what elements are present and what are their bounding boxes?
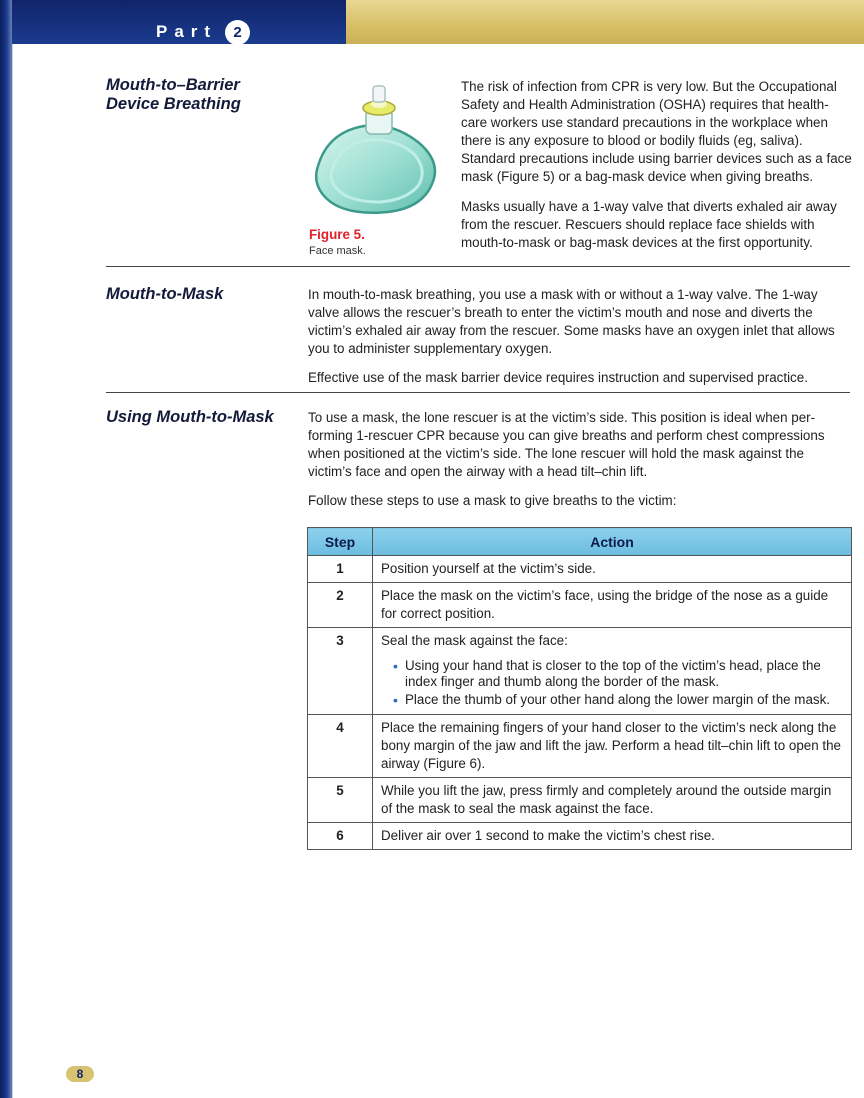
step-action: While you lift the jaw, press firmly and completely around the outside margin of the mask to seal the mask against the face. xyxy=(373,778,852,823)
table-header-step: Step xyxy=(308,528,373,556)
paragraph: In mouth-to-mask breathing, you use a mask with or without a 1-way valve. The 1-way valve allows the rescuer’s breath to enter the victim’s mouth and nose and diverts the victim’s exhaled air away from the rescuer. Some masks have an oxygen inlet that allows you to administer supplementary oxygen. xyxy=(308,287,835,356)
table-row xyxy=(308,583,852,628)
paragraph: The risk of infection from CPR is very low. But the Occupational Safety and Health Administration (OSHA) requires that health-care workers use standard precautions in the workplace when there is any exposure to blood or bodily fluids (eg, saliva). Standard precautions include using barrier devices such as a face mask (Figure 5) or a bag-mask device when giving breaths. xyxy=(461,79,852,184)
section-title-using: Using Mouth-to-Mask xyxy=(106,408,274,426)
section-title-mask: Mouth-to-Mask xyxy=(106,285,224,303)
step-number: 5 xyxy=(308,778,373,823)
step-number: 4 xyxy=(308,715,373,778)
table-row xyxy=(308,823,852,850)
table-row xyxy=(308,628,852,715)
steps-table xyxy=(307,527,852,850)
section-divider xyxy=(106,266,850,267)
table-row xyxy=(308,556,852,583)
step-number: 6 xyxy=(308,823,373,850)
section-divider xyxy=(106,392,850,393)
paragraph: Follow these steps to use a mask to give breaths to the victim: xyxy=(308,493,677,508)
table-header-action: Action xyxy=(373,528,852,556)
step-action: Deliver air over 1 second to make the victim’s chest rise. xyxy=(373,823,852,850)
figure-subcaption: Face mask. xyxy=(309,245,366,257)
section-title-line: Mouth-to–Barrier xyxy=(106,76,240,94)
step-number: 3 xyxy=(308,628,373,715)
step-number: 1 xyxy=(308,556,373,583)
step-action: Position yourself at the victim’s side. xyxy=(373,556,852,583)
part-number-badge: 2 xyxy=(225,20,250,45)
step-bullet-list xyxy=(389,658,843,708)
page-number: 8 xyxy=(66,1066,94,1082)
section-title-barrier xyxy=(106,76,241,114)
step-bullet: • Using your hand that is closer to the top of the victim’s head, place the index finger and thumb along the border of the mask. xyxy=(405,658,843,690)
header-gold-band xyxy=(346,0,864,44)
figure-caption: Figure 5. xyxy=(309,227,365,242)
step-action: Place the mask on the victim’s face, using the bridge of the nose as a guide for correct position. xyxy=(373,583,852,628)
table-row xyxy=(308,778,852,823)
paragraph: Effective use of the mask barrier device requires instruction and supervised practice. xyxy=(308,370,808,385)
table-row xyxy=(308,715,852,778)
part-label: Part xyxy=(156,22,218,41)
paragraph: To use a mask, the lone rescuer is at the victim’s side. This position is ideal when per-forming 1-rescuer CPR because you can give breaths and perform chest compressions when positioned at the victim’s side. The lone rescuer will hold the mask against the victim’s face and open the airway with a head tilt–chin lift. xyxy=(308,410,825,479)
step-bullet: • Place the thumb of your other hand along the lower margin of the mask. xyxy=(405,692,843,708)
section-title-line: Device Breathing xyxy=(106,95,241,113)
face-mask-illustration xyxy=(310,80,445,225)
book-spine xyxy=(0,0,12,1098)
step-action-cell xyxy=(373,628,852,715)
spine-edge-line xyxy=(12,40,13,1098)
step-action: Seal the mask against the face: xyxy=(381,633,568,648)
step-number: 2 xyxy=(308,583,373,628)
table-header-row xyxy=(308,528,852,556)
step-action: Place the remaining fingers of your hand closer to the victim’s neck along the bony margin of the jaw and lift the jaw. Perform a head tilt–chin lift to open the airway (Figure 6). xyxy=(373,715,852,778)
paragraph: Masks usually have a 1-way valve that diverts exhaled air away from the rescuer. Rescuers should replace face shields with mouth-to-mask or bag-mask devices at the first opportunity. xyxy=(461,199,837,250)
